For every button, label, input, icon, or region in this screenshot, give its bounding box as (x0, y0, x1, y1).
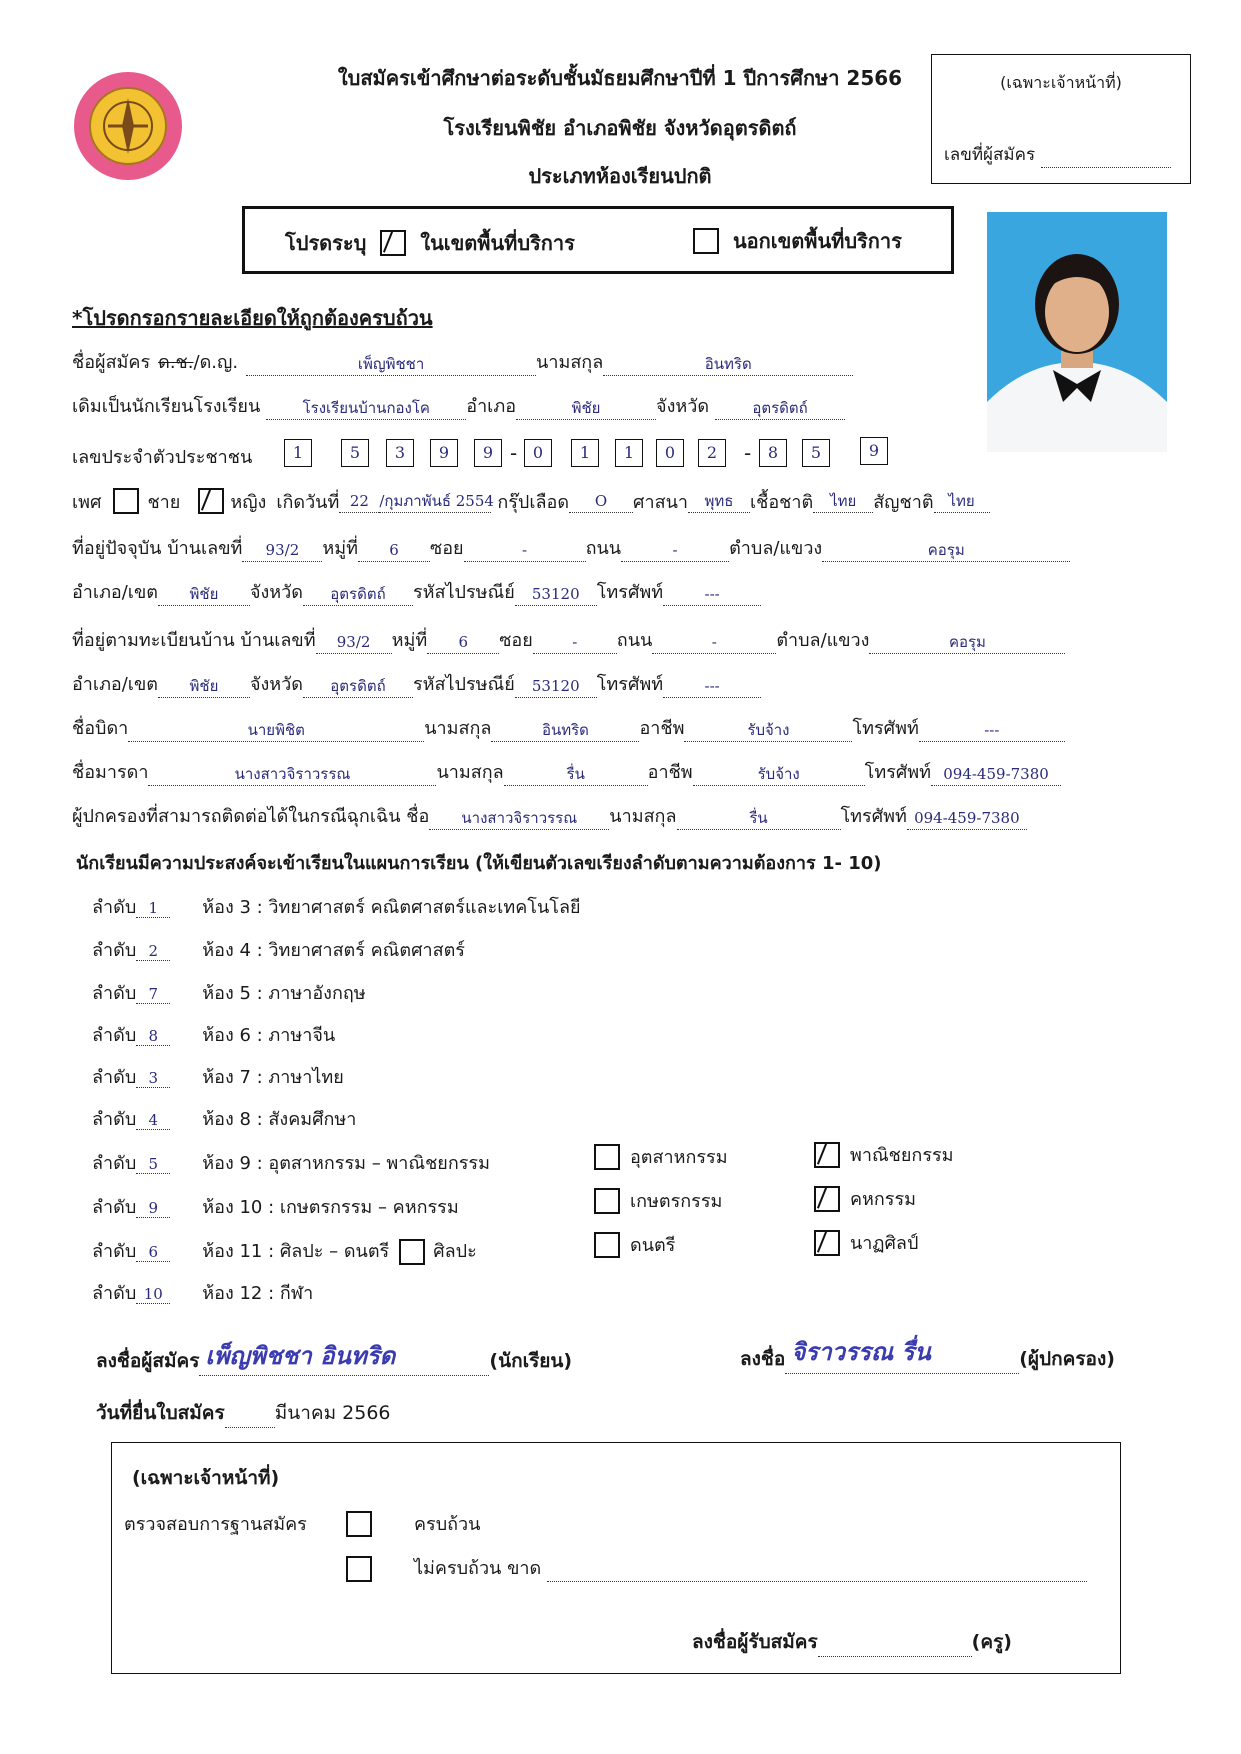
rank-field[interactable]: 1 (136, 899, 170, 918)
form-title: ใบสมัครเข้าศึกษาต่อระดับชั้นมัธยมศึกษาปีที่ 1 ปีการศึกษา 2566 (337, 66, 903, 90)
birth-label: เกิดวันที่ (276, 491, 340, 513)
home-economics-label: คหกรรม (850, 1189, 917, 1210)
birth-day-field[interactable]: 22 (339, 490, 379, 513)
registered-district-field[interactable]: พิชัย (158, 675, 250, 698)
room-label: ห้อง 8 : สังคมศึกษา (202, 1109, 357, 1130)
instruction-text: *โปรดกรอกรายละเอียดให้ถูกต้องครบถ้วน (72, 306, 433, 330)
id-digit[interactable]: 2 (698, 439, 726, 467)
zone-prefix: โปรดระบุ (285, 231, 367, 255)
agriculture-label: เกษตรกรรม (630, 1191, 723, 1212)
nationality-field[interactable]: ไทย (934, 490, 990, 513)
surname-label: นามสกุล (536, 352, 604, 373)
id-digit[interactable]: 3 (386, 439, 414, 467)
classroom-type: ประเภทห้องเรียนปกติ (528, 164, 712, 188)
incomplete-checkbox[interactable] (346, 1556, 372, 1582)
program-rank-row (92, 1020, 335, 1049)
program-rank-row (92, 892, 581, 921)
registered-phone-label: โทรศัพท์ (596, 674, 664, 695)
father-phone-field[interactable]: --- (919, 719, 1065, 742)
current-moo-label: หมู่ที่ (322, 538, 358, 559)
art-checkbox[interactable] (399, 1239, 425, 1265)
female-label: หญิง (230, 491, 267, 513)
agriculture-checkbox[interactable] (594, 1188, 620, 1214)
industry-label: อุตสาหกรรม (630, 1147, 728, 1168)
current-province-field[interactable]: อุตรดิตถ์ (303, 583, 413, 606)
former-province-field[interactable]: อุตรดิตถ์ (715, 397, 845, 420)
registered-zip-field[interactable]: 53120 (515, 675, 597, 698)
program-rank-row (92, 1104, 356, 1133)
registered-address-label: ที่อยู่ตามทะเบียนบ้าน บ้านเลขที่ (72, 630, 316, 651)
guardian-surname-label: นามสกุล (609, 806, 677, 827)
registered-province-field[interactable]: อุตรดิตถ์ (303, 675, 413, 698)
program-rank-row (92, 935, 465, 964)
father-label: ชื่อบิดา (72, 718, 129, 739)
mother-label: ชื่อมารดา (72, 762, 149, 783)
religion-field[interactable]: พุทธ (688, 490, 750, 513)
current-road-field[interactable]: - (621, 539, 729, 562)
commerce-label: พาณิชยกรรม (850, 1145, 954, 1166)
registered-province-label: จังหวัด (249, 674, 303, 695)
registered-soi-field[interactable]: - (533, 631, 617, 654)
race-field[interactable]: ไทย (813, 490, 873, 513)
out-zone-checkbox[interactable] (693, 228, 719, 254)
current-district-field[interactable]: พิชัย (158, 583, 250, 606)
former-province-label: จังหวัด (656, 396, 710, 417)
current-soi-field[interactable]: - (464, 539, 586, 562)
room-label: ห้อง 12 : กีฬา (202, 1283, 314, 1304)
industry-checkbox[interactable] (594, 1144, 620, 1170)
id-digit[interactable]: 9 (860, 437, 888, 465)
program-rank-row (92, 1236, 477, 1265)
guardian-phone-field[interactable]: 094-459-7380 (907, 807, 1027, 830)
rank-field[interactable]: 7 (136, 985, 170, 1004)
mother-surname-field[interactable]: รื่น (504, 763, 648, 786)
id-digit[interactable]: 9 (474, 439, 502, 467)
program-rank-row (92, 1062, 344, 1091)
applicant-name-label: ชื่อผู้สมัคร (72, 352, 151, 373)
applicant-role: (นักเรียน) (489, 1350, 573, 1372)
dance-checkbox[interactable] (814, 1230, 840, 1256)
rank-field[interactable]: 6 (136, 1243, 170, 1262)
registered-phone-field[interactable]: --- (663, 675, 761, 698)
surname-field[interactable]: อินทริด (603, 353, 853, 376)
officer-applicant-no-box (931, 54, 1191, 184)
commerce-checkbox[interactable] (814, 1142, 840, 1168)
room-label: ห้อง 3 : วิทยาศาสตร์ คณิตศาสตร์และเทคโนโลยี (202, 897, 581, 918)
rank-field[interactable]: 10 (136, 1285, 170, 1304)
registered-soi-label: ซอย (499, 630, 533, 651)
gender-label: เพศ (72, 491, 102, 513)
guardian-name-field[interactable]: นางสาวจิราวรรณ (429, 807, 609, 830)
blood-label: กรุ๊ปเลือด (497, 491, 570, 513)
current-subdistrict-field[interactable]: คอรุม (822, 539, 1070, 562)
program-rank-row (92, 1148, 490, 1177)
guardian-signature: จิราวรรณ รื่น (791, 1337, 931, 1366)
id-digit[interactable]: 1 (615, 439, 643, 467)
room-label: ห้อง 7 : ภาษาไทย (202, 1067, 344, 1088)
rank-label: ลำดับ (92, 897, 137, 918)
submit-date-label: วันที่ยื่นใบสมัคร (96, 1402, 225, 1424)
rank-label: ลำดับ (92, 983, 137, 1004)
mother-job-label: อาชีพ (647, 762, 693, 783)
submit-date-field[interactable]: มีนาคม 2566 (274, 1402, 391, 1424)
guardian-role: (ผู้ปกครอง) (1019, 1348, 1115, 1370)
registered-house-no-field[interactable]: 93/2 (316, 631, 392, 654)
complete-label: ครบถ้วน (414, 1514, 481, 1535)
officer-check-label: ตรวจสอบการฐานสมัคร (124, 1514, 307, 1535)
prefix-female: /ด.ญ. (193, 352, 239, 373)
home-economics-checkbox[interactable] (814, 1186, 840, 1212)
rank-field[interactable]: 2 (136, 942, 170, 961)
female-checkbox[interactable] (198, 488, 224, 514)
rank-label: ลำดับ (92, 1025, 137, 1046)
rank-label: ลำดับ (92, 1067, 137, 1088)
father-phone-label: โทรศัพท์ (852, 718, 919, 739)
nationality-label: สัญชาติ (873, 491, 934, 513)
current-district-label: อำเภอ/เขต (72, 582, 158, 603)
complete-checkbox[interactable] (346, 1511, 372, 1537)
rank-field[interactable]: 3 (136, 1069, 170, 1088)
id-digit[interactable]: 5 (341, 439, 369, 467)
applicant-no-field[interactable] (1041, 147, 1171, 168)
registered-subdistrict-label: ตำบล/แขวง (776, 630, 870, 651)
applicant-no-label: เลขที่ผู้สมัคร (944, 145, 1036, 165)
rank-field[interactable]: 4 (136, 1111, 170, 1130)
applicant-signature: เพ็ญพิชชา อินทริด (205, 1341, 396, 1370)
male-checkbox[interactable] (113, 488, 139, 514)
guardian-signature-label: ลงชื่อ (740, 1348, 786, 1370)
officer-only-label: (เฉพาะเจ้าหน้าที่) (1000, 73, 1122, 92)
father-surname-field[interactable]: อินทริด (491, 719, 639, 742)
applicant-signature-label: ลงชื่อผู้สมัคร (96, 1350, 200, 1372)
room-label: ห้อง 9 : อุตสาหกรรม – พาณิชยกรรม (202, 1153, 490, 1174)
guardian-surname-field[interactable]: รื่น (677, 807, 841, 830)
registered-road-label: ถนน (616, 630, 653, 651)
registered-zip-label: รหัสไปรษณีย์ (412, 674, 515, 695)
rank-label: ลำดับ (92, 1283, 137, 1304)
registered-district-label: อำเภอ/เขต (72, 674, 158, 695)
program-heading: นักเรียนมีความประสงค์จะเข้าเรียนในแผนการเรียน (ให้เขียนตัวเลขเรียงลำดับตามความต้องการ 1- 10) (76, 853, 882, 874)
registered-moo-label: หมู่ที่ (391, 630, 428, 651)
rank-field[interactable]: 9 (136, 1199, 170, 1218)
registered-subdistrict-field[interactable]: คอรุม (869, 631, 1065, 654)
male-label: ชาย (147, 491, 181, 513)
id-dash: - (744, 441, 752, 465)
rank-label: ลำดับ (92, 1241, 137, 1262)
music-label: ดนตรี (630, 1235, 676, 1256)
id-digit[interactable]: 5 (802, 439, 830, 467)
current-phone-label: โทรศัพท์ (596, 582, 664, 603)
father-job-field[interactable]: รับจ้าง (684, 719, 852, 742)
guardian-label: ผู้ปกครองที่สามารถติดต่อได้ในกรณีฉุกเฉิน ชื่อ (72, 806, 430, 827)
program-rank-row (92, 1192, 459, 1221)
rank-label: ลำดับ (92, 1153, 137, 1174)
current-subdistrict-label: ตำบล/แขวง (729, 538, 823, 559)
former-school-field[interactable]: โรงเรียนบ้านกองโค (266, 397, 466, 420)
in-zone-checkbox[interactable] (380, 230, 406, 256)
music-checkbox[interactable] (594, 1232, 620, 1258)
receiver-role: (ครู) (971, 1631, 1012, 1653)
receiver-signature-field[interactable] (818, 1636, 972, 1657)
former-district-field[interactable]: พิชัย (516, 397, 656, 420)
id-digit[interactable]: 8 (759, 439, 787, 467)
race-label: เชื้อชาติ (749, 491, 814, 513)
former-school-label: เดิมเป็นนักเรียนโรงเรียน (72, 396, 261, 417)
father-surname-label: นามสกุล (424, 718, 492, 739)
room-label: ห้อง 6 : ภาษาจีน (202, 1025, 336, 1046)
father-job-label: อาชีพ (639, 718, 685, 739)
room-label: ห้อง 10 : เกษตรกรรม – คหกรรม (202, 1197, 459, 1218)
current-house-no-field[interactable]: 93/2 (242, 539, 322, 562)
guardian-phone-label: โทรศัพท์ (840, 806, 907, 827)
missing-items-field[interactable] (547, 1561, 1087, 1582)
blood-field[interactable]: O (569, 490, 633, 513)
id-digit[interactable]: 1 (571, 439, 599, 467)
current-moo-field[interactable]: 6 (358, 539, 430, 562)
current-zip-label: รหัสไปรษณีย์ (412, 582, 515, 603)
mother-name-field[interactable]: นางสาวจิราวรรณ (148, 763, 436, 786)
religion-label: ศาสนา (633, 491, 688, 513)
room-label: ห้อง 5 : ภาษาอังกฤษ (202, 983, 366, 1004)
registered-moo-field[interactable]: 6 (427, 631, 499, 654)
mother-job-field[interactable]: รับจ้าง (693, 763, 865, 786)
out-zone-label: นอกเขตพื้นที่บริการ (733, 229, 902, 253)
registered-road-field[interactable]: - (652, 631, 776, 654)
mother-surname-label: นามสกุล (436, 762, 504, 783)
zone-box (242, 206, 954, 274)
current-soi-label: ซอย (430, 538, 464, 559)
rank-field[interactable]: 5 (136, 1155, 170, 1174)
room-label: ห้อง 11 : ศิลปะ – ดนตรี (202, 1241, 390, 1262)
officer-box-title: (เฉพาะเจ้าหน้าที่) (132, 1467, 280, 1489)
current-address-label: ที่อยู่ปัจจุบัน บ้านเลขที่ (72, 538, 243, 559)
former-district-label: อำเภอ (466, 396, 517, 417)
id-dash: - (510, 441, 518, 465)
mother-phone-label: โทรศัพท์ (864, 762, 932, 783)
rank-field[interactable]: 8 (136, 1027, 170, 1046)
current-road-label: ถนน (585, 538, 622, 559)
rank-label: ลำดับ (92, 1109, 137, 1130)
receiver-signature-label: ลงชื่อผู้รับสมัคร (692, 1631, 818, 1653)
in-zone-label: ในเขตพื้นที่บริการ (420, 231, 575, 255)
program-rank-row (92, 978, 366, 1007)
school-logo (72, 70, 184, 182)
current-zip-field[interactable]: 53120 (515, 583, 597, 606)
rank-label: ลำดับ (92, 1197, 137, 1218)
father-name-field[interactable]: นายพิชิต (128, 719, 424, 742)
rank-label: ลำดับ (92, 940, 137, 961)
current-province-label: จังหวัด (249, 582, 303, 603)
program-rank-row (92, 1278, 313, 1307)
applicant-photo (987, 212, 1167, 452)
id-digit[interactable]: 1 (284, 439, 312, 467)
current-phone-field[interactable]: --- (663, 583, 761, 606)
prefix-male-struck: ด.ช. (158, 352, 194, 373)
id-digit[interactable]: 9 (430, 439, 458, 467)
officer-check-box (111, 1442, 1121, 1674)
first-name-field[interactable]: เพ็ญพิชชา (246, 353, 536, 376)
id-digit[interactable]: 0 (524, 439, 552, 467)
birth-month-year-field[interactable]: /กุมภาพันธ์ 2554 (379, 490, 491, 513)
art-label: ศิลปะ (433, 1241, 477, 1262)
dance-label: นาฏศิลป์ (850, 1233, 919, 1254)
id-digit[interactable]: 0 (656, 439, 684, 467)
incomplete-label: ไม่ครบถ้วน ขาด (414, 1558, 542, 1579)
national-id-label: เลขประจำตัวประชาชน (72, 447, 253, 468)
school-name: โรงเรียนพิชัย อำเภอพิชัย จังหวัดอุตรดิตถ์ (443, 116, 797, 140)
room-label: ห้อง 4 : วิทยาศาสตร์ คณิตศาสตร์ (202, 940, 465, 961)
mother-phone-field[interactable]: 094-459-7380 (931, 763, 1061, 786)
